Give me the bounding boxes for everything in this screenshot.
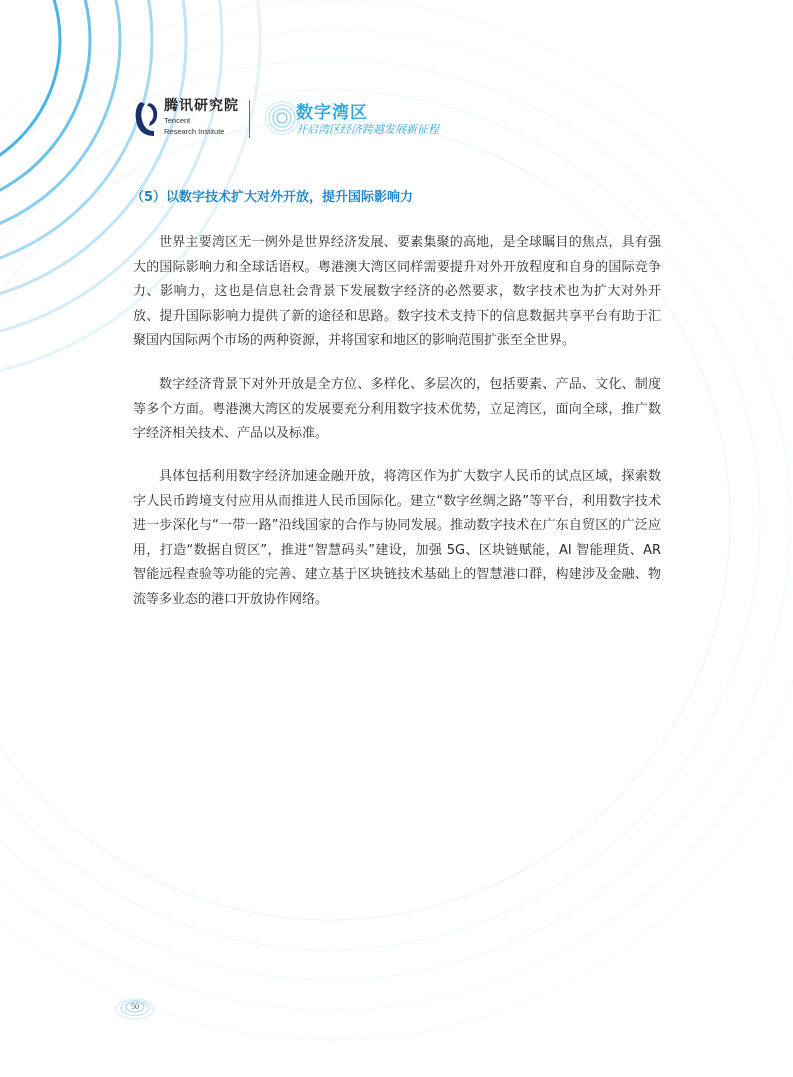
page-number: 50 <box>131 1002 139 1011</box>
series-subtitle: 开启湾区经济跨越发展新征程 <box>296 123 439 136</box>
page-number-badge <box>113 995 157 1023</box>
swirl-icon <box>265 100 299 136</box>
series-title: 数字湾区 <box>296 103 368 123</box>
header-divider <box>249 100 250 138</box>
paragraph-1: 世界主要湾区无一例外是世界经济发展、要素集聚的高地，是全球瞩目的焦点，具有强大的国际影响力和全球话语权。粤港澳大湾区同样需要提升对外开放程度和自身的国际竞争力、影响力，这也是信息社会背景下发展数字经济的必然要求，数字技术也为扩大对外开放、提升国际影响力提供了新的途径和思路。数字技术支持下的信息数据共享平台有助于汇聚国内国际两个市场的两种资源，并将国家和地区的影响范围扩张至全世界。 <box>133 235 661 349</box>
logo-subtitle-line2: Research Institute <box>164 127 225 136</box>
tencent-research-logo-icon <box>133 100 161 138</box>
logo-title: 腾讯研究院 <box>164 98 239 114</box>
paragraph-3: 具体包括利用数字经济加速金融开放，将湾区作为扩大数字人民币的试点区域，探索数字人民币跨境支付应用从而推进人民币国际化。建立“数字丝绸之路”等平台，利用数字技术进一步深化与“一带一路”沿线国家的合作与协同发展。推动数字技术在广东自贸区的广泛应用，打造“数据自贸区”，推进“智慧码头”建设，加强 5G、区块链赋能，AI 智能理货、AR 智能远程查验等功能的完善、建立基于区块链技术基础上的智慧港口群，构建涉及金融、物流等多业态的港口开放协作网络。 <box>133 469 661 607</box>
logo-subtitle-line1: Tencent <box>164 116 191 125</box>
paragraph-2: 数字经济背景下对外开放是全方位、多样化、多层次的，包括要素、产品、文化、制度等多个方面。粤港澳大湾区的发展要充分利用数字技术优势，立足湾区，面向全球，推广数字经济相关技术、产品以及标准。 <box>133 377 661 442</box>
logo-text <box>164 98 274 136</box>
section-heading: （5）以数字技术扩大对外开放，提升国际影响力 <box>131 190 414 205</box>
